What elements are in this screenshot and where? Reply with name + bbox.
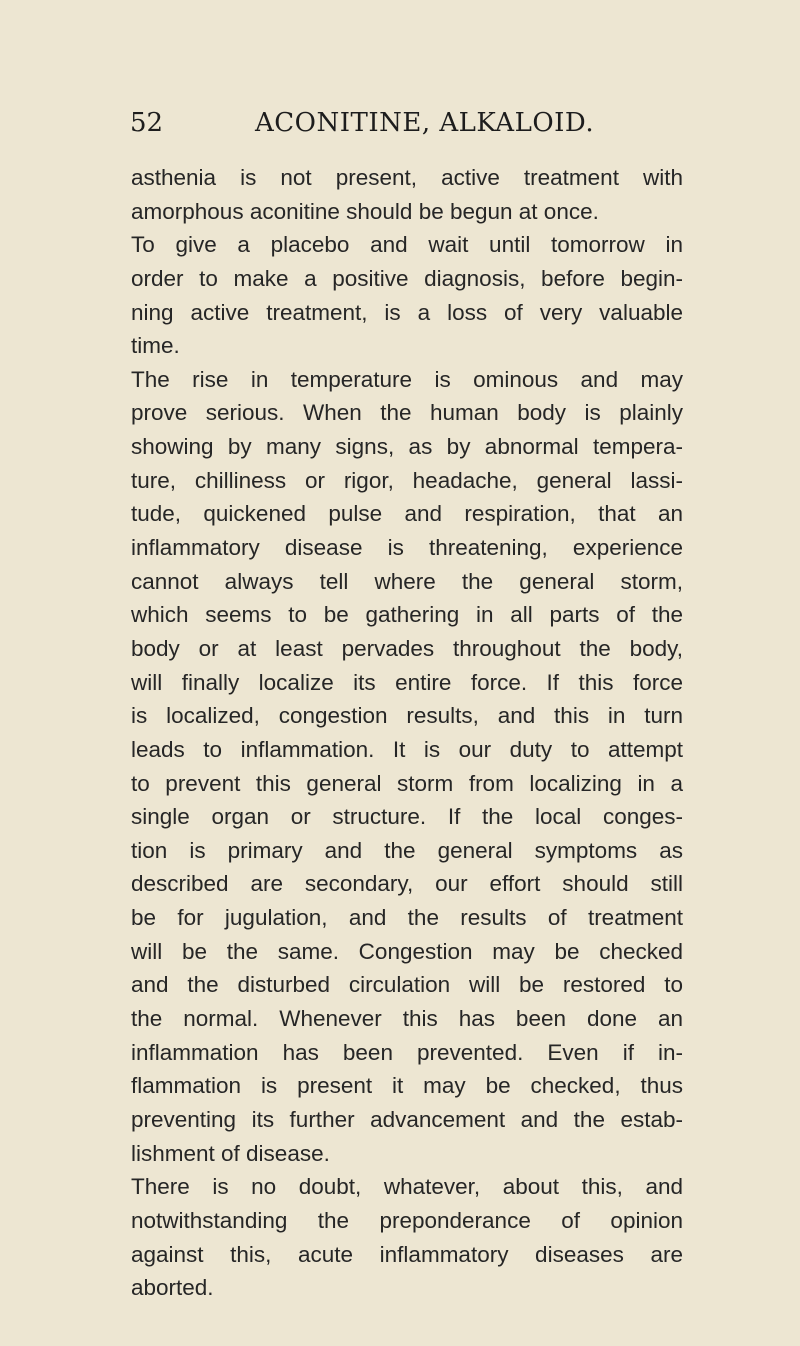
- text-line: inflammatory disease is threatening, experience: [131, 535, 683, 561]
- text-line: To give a placebo and wait until tomorrow in: [131, 232, 683, 258]
- text-line: against this, acute inflammatory diseases are: [131, 1241, 683, 1267]
- text-line: described are secondary, our effort should still: [131, 871, 683, 897]
- text-line: asthenia is not present, active treatment with: [131, 165, 683, 190]
- text-line: is localized, congestion results, and this in turn: [131, 703, 683, 729]
- text-line: which seems to be gathering in all parts of the: [131, 602, 683, 628]
- text-line: will finally localize its entire force. If this force: [131, 669, 683, 695]
- text-line: ning active treatment, is a loss of very valuable: [131, 299, 683, 325]
- page-number: 52: [130, 108, 164, 138]
- body-text: [131, 161, 683, 1305]
- text-line: inflammation has been prevented. Even if in-: [131, 1039, 683, 1065]
- page-header: [130, 108, 690, 148]
- text-line: amorphous aconitine should be begun at once.: [131, 198, 599, 224]
- text-line: order to make a positive diagnosis, before begin-: [131, 265, 683, 291]
- running-head: ACONITINE, ALKALOID.: [255, 108, 595, 138]
- text-line: ture, chilliness or rigor, headache, general lassi-: [131, 467, 683, 493]
- text-line: time.: [131, 333, 180, 359]
- text-line: flammation is present it may be checked, thus: [131, 1073, 683, 1099]
- text-line: single organ or structure. If the local conges-: [131, 804, 683, 830]
- text-line: will be the same. Congestion may be checked: [131, 938, 683, 964]
- text-line: and the disturbed circulation will be restored to: [131, 972, 683, 998]
- text-line: the normal. Whenever this has been done an: [131, 1006, 683, 1032]
- text-line: prove serious. When the human body is plainly: [131, 400, 683, 426]
- text-line: leads to inflammation. It is our duty to attempt: [131, 736, 683, 762]
- text-line: preventing its further advancement and the estab-: [131, 1106, 683, 1132]
- text-line: The rise in temperature is ominous and may: [131, 366, 683, 392]
- text-line: There is no doubt, whatever, about this, and: [131, 1174, 683, 1200]
- text-line: to prevent this general storm from localizing in a: [131, 770, 683, 796]
- text-line: be for jugulation, and the results of treatment: [131, 905, 683, 931]
- text-line: notwithstanding the preponderance of opinion: [131, 1207, 683, 1233]
- text-line: tude, quickened pulse and respiration, that an: [131, 501, 683, 527]
- text-line: cannot always tell where the general storm,: [131, 568, 683, 594]
- text-line: aborted.: [131, 1275, 214, 1301]
- text-line: tion is primary and the general symptoms as: [131, 837, 683, 863]
- text-line: lishment of disease.: [131, 1140, 330, 1166]
- text-line: showing by many signs, as by abnormal tempera-: [131, 434, 683, 460]
- text-line: body or at least pervades throughout the body,: [131, 635, 683, 661]
